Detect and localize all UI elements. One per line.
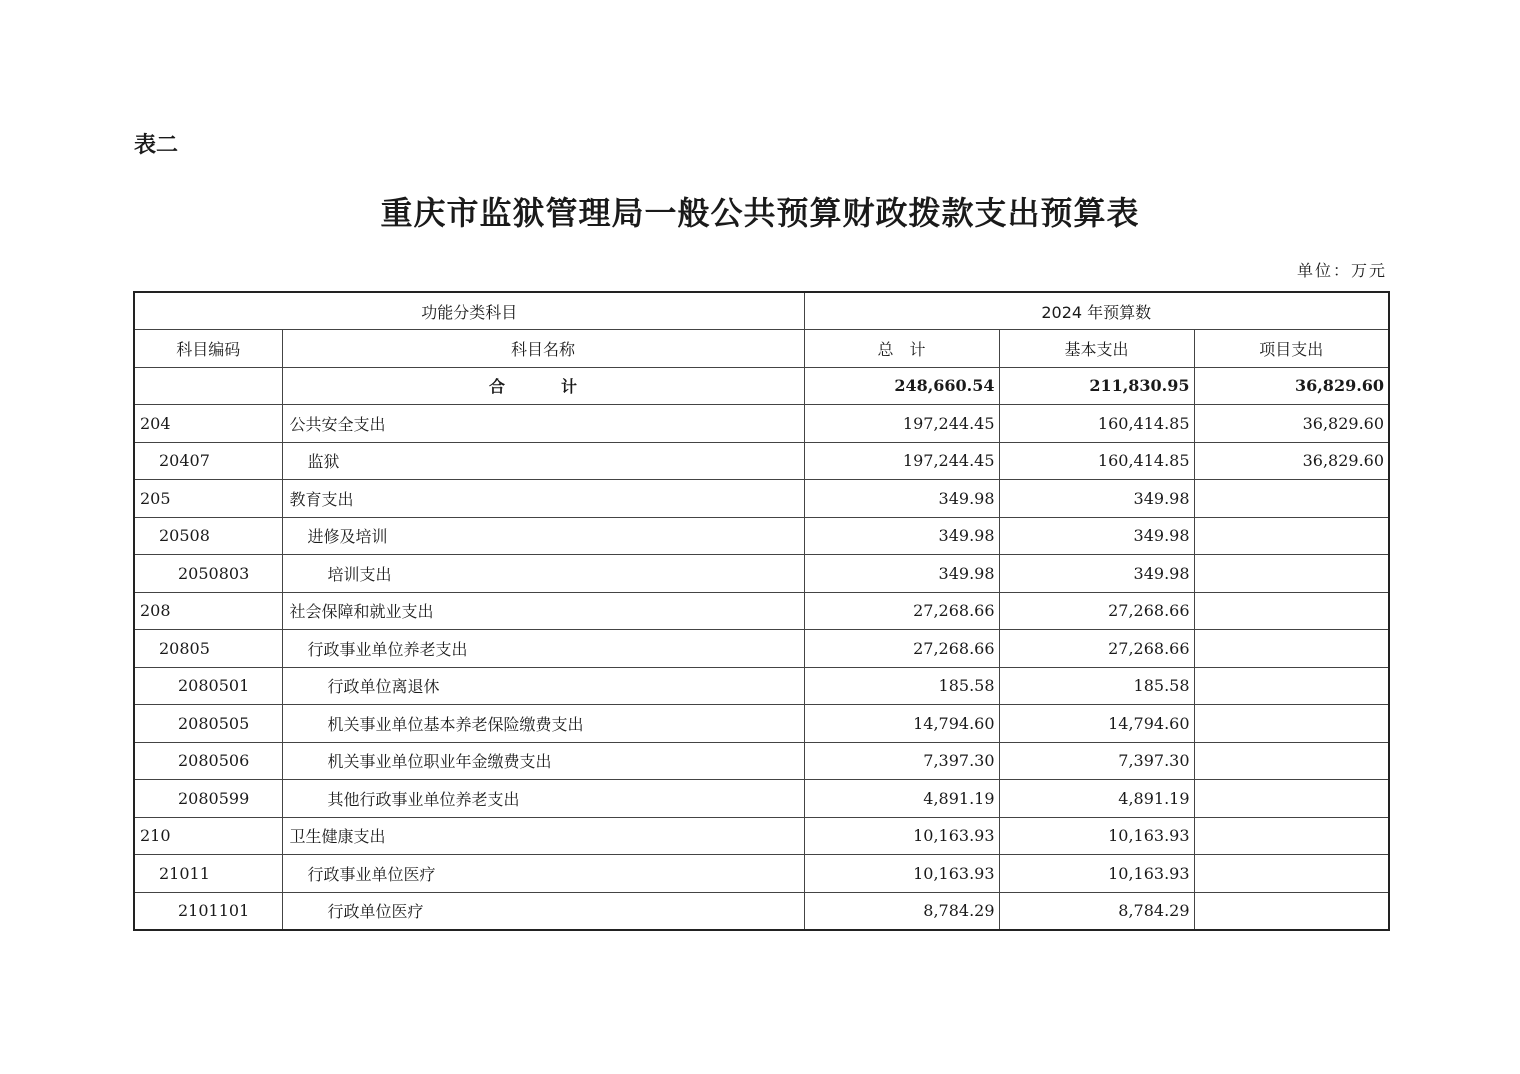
total-total-cell: 248,660.54 <box>804 367 999 405</box>
name-cell: 行政事业单位养老支出 <box>282 630 804 668</box>
code-cell: 20407 <box>134 442 282 480</box>
name-cell: 卫生健康支出 <box>282 817 804 855</box>
name-cell: 教育支出 <box>282 480 804 518</box>
basic-cell: 14,794.60 <box>999 705 1194 743</box>
basic-cell: 7,397.30 <box>999 742 1194 780</box>
project-cell <box>1194 817 1389 855</box>
project-cell <box>1194 517 1389 555</box>
table-row <box>134 480 1389 518</box>
code-cell: 2080506 <box>134 742 282 780</box>
name-cell: 进修及培训 <box>282 517 804 555</box>
code-cell: 2080599 <box>134 780 282 818</box>
code-cell: 20508 <box>134 517 282 555</box>
name-cell: 培训支出 <box>282 555 804 593</box>
document-label: 表二 <box>134 133 179 158</box>
category-group-header: 功能分类科目 <box>134 292 804 330</box>
total-cell: 197,244.45 <box>804 442 999 480</box>
table-row <box>134 742 1389 780</box>
column-header-row <box>134 330 1389 368</box>
total-basic-cell: 211,830.95 <box>999 367 1194 405</box>
project-cell: 36,829.60 <box>1194 442 1389 480</box>
table-row <box>134 555 1389 593</box>
table-row <box>134 780 1389 818</box>
total-cell: 349.98 <box>804 517 999 555</box>
project-cell <box>1194 892 1389 930</box>
table-row <box>134 592 1389 630</box>
name-column-header: 科目名称 <box>282 330 804 368</box>
code-cell: 21011 <box>134 855 282 893</box>
code-column-header: 科目编码 <box>134 330 282 368</box>
project-cell <box>1194 780 1389 818</box>
table-row <box>134 442 1389 480</box>
project-cell <box>1194 667 1389 705</box>
total-project-cell: 36,829.60 <box>1194 367 1389 405</box>
code-cell: 205 <box>134 480 282 518</box>
basic-cell: 349.98 <box>999 517 1194 555</box>
total-label: 合 计 <box>282 367 804 405</box>
project-cell <box>1194 630 1389 668</box>
basic-column-header: 基本支出 <box>999 330 1194 368</box>
basic-cell: 10,163.93 <box>999 817 1194 855</box>
code-cell: 2050803 <box>134 555 282 593</box>
project-cell: 36,829.60 <box>1194 405 1389 443</box>
project-cell <box>1194 480 1389 518</box>
table-row <box>134 405 1389 443</box>
table-row <box>134 517 1389 555</box>
total-cell: 14,794.60 <box>804 705 999 743</box>
total-cell: 349.98 <box>804 555 999 593</box>
total-cell: 10,163.93 <box>804 855 999 893</box>
total-row <box>134 367 1389 405</box>
total-cell: 8,784.29 <box>804 892 999 930</box>
budget-group-header: 2024 年预算数 <box>804 292 1389 330</box>
unit-label: 单位：万元 <box>1296 261 1387 280</box>
total-cell: 349.98 <box>804 480 999 518</box>
project-cell <box>1194 855 1389 893</box>
total-cell: 185.58 <box>804 667 999 705</box>
table-row <box>134 892 1389 930</box>
table-row <box>134 667 1389 705</box>
code-cell: 2101101 <box>134 892 282 930</box>
name-cell: 社会保障和就业支出 <box>282 592 804 630</box>
name-cell: 行政事业单位医疗 <box>282 855 804 893</box>
basic-cell: 160,414.85 <box>999 442 1194 480</box>
total-cell: 7,397.30 <box>804 742 999 780</box>
basic-cell: 10,163.93 <box>999 855 1194 893</box>
basic-cell: 160,414.85 <box>999 405 1194 443</box>
budget-table <box>133 291 1390 931</box>
group-header-row <box>134 292 1389 330</box>
basic-cell: 27,268.66 <box>999 630 1194 668</box>
total-code-cell <box>134 367 282 405</box>
name-cell: 其他行政事业单位养老支出 <box>282 780 804 818</box>
basic-cell: 8,784.29 <box>999 892 1194 930</box>
basic-cell: 27,268.66 <box>999 592 1194 630</box>
document-title: 重庆市监狱管理局一般公共预算财政拨款支出预算表 <box>380 194 1140 232</box>
basic-cell: 349.98 <box>999 480 1194 518</box>
code-cell: 2080501 <box>134 667 282 705</box>
total-cell: 4,891.19 <box>804 780 999 818</box>
table-row <box>134 817 1389 855</box>
code-cell: 20805 <box>134 630 282 668</box>
total-column-header: 总 计 <box>804 330 999 368</box>
code-cell: 204 <box>134 405 282 443</box>
total-cell: 27,268.66 <box>804 592 999 630</box>
project-column-header: 项目支出 <box>1194 330 1389 368</box>
table-row <box>134 855 1389 893</box>
name-cell: 监狱 <box>282 442 804 480</box>
code-cell: 208 <box>134 592 282 630</box>
project-cell <box>1194 592 1389 630</box>
name-cell: 行政单位医疗 <box>282 892 804 930</box>
total-cell: 197,244.45 <box>804 405 999 443</box>
project-cell <box>1194 555 1389 593</box>
name-cell: 机关事业单位基本养老保险缴费支出 <box>282 705 804 743</box>
code-cell: 210 <box>134 817 282 855</box>
basic-cell: 185.58 <box>999 667 1194 705</box>
code-cell: 2080505 <box>134 705 282 743</box>
table-row <box>134 705 1389 743</box>
total-cell: 10,163.93 <box>804 817 999 855</box>
total-cell: 27,268.66 <box>804 630 999 668</box>
table-row <box>134 630 1389 668</box>
basic-cell: 349.98 <box>999 555 1194 593</box>
name-cell: 公共安全支出 <box>282 405 804 443</box>
name-cell: 机关事业单位职业年金缴费支出 <box>282 742 804 780</box>
project-cell <box>1194 705 1389 743</box>
project-cell <box>1194 742 1389 780</box>
name-cell: 行政单位离退休 <box>282 667 804 705</box>
basic-cell: 4,891.19 <box>999 780 1194 818</box>
